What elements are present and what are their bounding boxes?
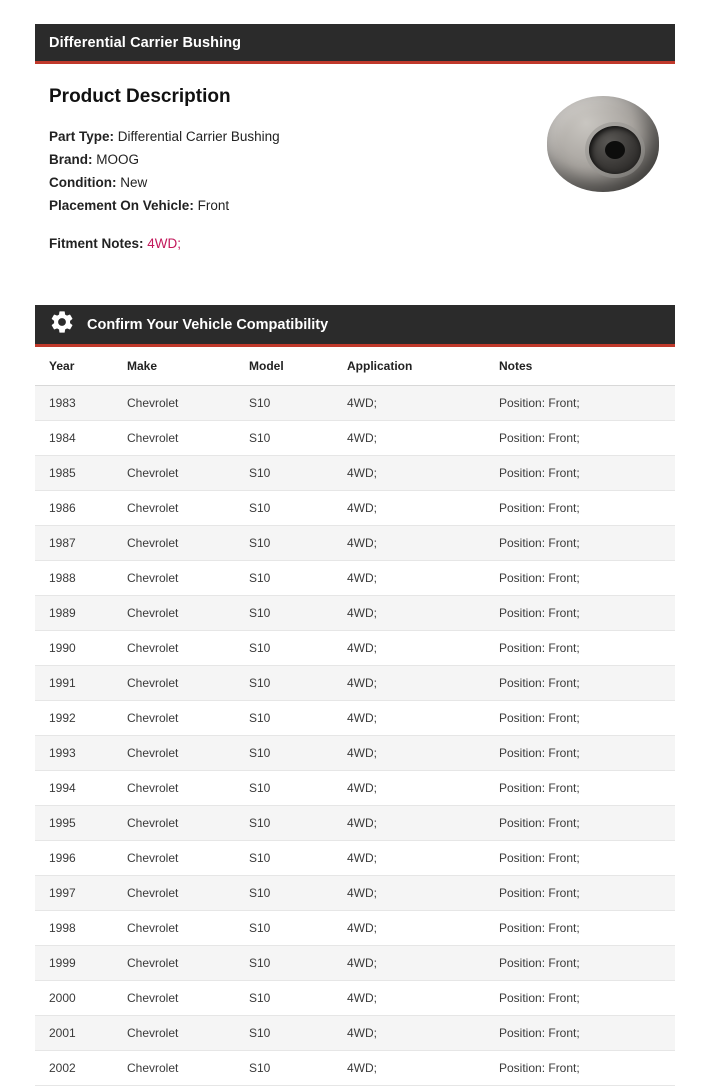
- cell-notes: Position: Front;: [485, 981, 675, 1016]
- compatibility-title: Confirm Your Vehicle Compatibility: [87, 316, 329, 333]
- cell-notes: Position: Front;: [485, 841, 675, 876]
- spec-label-condition: Condition:: [49, 175, 117, 190]
- cell-application: 4WD;: [333, 561, 485, 596]
- table-row: [35, 806, 675, 841]
- cell-year: 2002: [35, 1051, 113, 1086]
- cell-application: 4WD;: [333, 631, 485, 666]
- fitment-notes-row: [49, 236, 675, 251]
- cell-model: S10: [235, 421, 333, 456]
- cell-make: Chevrolet: [113, 841, 235, 876]
- column-header-make: Make: [113, 347, 235, 386]
- cell-model: S10: [235, 666, 333, 701]
- cell-make: Chevrolet: [113, 561, 235, 596]
- cell-application: 4WD;: [333, 596, 485, 631]
- cell-application: 4WD;: [333, 946, 485, 981]
- compatibility-table: [35, 347, 675, 1086]
- cell-model: S10: [235, 841, 333, 876]
- cell-notes: Position: Front;: [485, 701, 675, 736]
- cell-notes: Position: Front;: [485, 596, 675, 631]
- cell-make: Chevrolet: [113, 911, 235, 946]
- cell-make: Chevrolet: [113, 666, 235, 701]
- cell-make: Chevrolet: [113, 596, 235, 631]
- cell-model: S10: [235, 876, 333, 911]
- cell-make: Chevrolet: [113, 946, 235, 981]
- cell-make: Chevrolet: [113, 456, 235, 491]
- cell-make: Chevrolet: [113, 806, 235, 841]
- cell-year: 1994: [35, 771, 113, 806]
- cell-application: 4WD;: [333, 736, 485, 771]
- cell-notes: Position: Front;: [485, 806, 675, 841]
- cell-year: 1997: [35, 876, 113, 911]
- cell-model: S10: [235, 981, 333, 1016]
- cell-year: 1999: [35, 946, 113, 981]
- table-header: [35, 347, 675, 386]
- cell-application: 4WD;: [333, 911, 485, 946]
- cell-application: 4WD;: [333, 981, 485, 1016]
- cell-make: Chevrolet: [113, 771, 235, 806]
- cell-application: 4WD;: [333, 806, 485, 841]
- spec-label-placement: Placement On Vehicle:: [49, 198, 194, 213]
- compatibility-header: [35, 305, 675, 347]
- spec-value-condition: New: [120, 175, 148, 190]
- table-row: [35, 1016, 675, 1051]
- cell-notes: Position: Front;: [485, 736, 675, 771]
- product-title-bar: [35, 24, 675, 64]
- column-header-year: Year: [35, 347, 113, 386]
- cell-application: 4WD;: [333, 526, 485, 561]
- spec-value-brand: MOOG: [96, 152, 140, 167]
- product-image: [539, 86, 669, 206]
- table-row: [35, 666, 675, 701]
- spec-label-brand: Brand:: [49, 152, 93, 167]
- cell-model: S10: [235, 911, 333, 946]
- cell-make: Chevrolet: [113, 1016, 235, 1051]
- cell-notes: Position: Front;: [485, 666, 675, 701]
- spec-value-placement: Front: [197, 198, 230, 213]
- bushing-bore: [605, 141, 625, 159]
- table-row: [35, 946, 675, 981]
- cell-notes: Position: Front;: [485, 1051, 675, 1086]
- table-row: [35, 1051, 675, 1086]
- cell-model: S10: [235, 806, 333, 841]
- cell-model: S10: [235, 456, 333, 491]
- cell-model: S10: [235, 736, 333, 771]
- cell-notes: Position: Front;: [485, 491, 675, 526]
- fitment-notes-value: 4WD;: [147, 236, 182, 251]
- cell-application: 4WD;: [333, 876, 485, 911]
- cell-notes: Position: Front;: [485, 421, 675, 456]
- table-row: [35, 386, 675, 421]
- cell-application: 4WD;: [333, 456, 485, 491]
- cell-make: Chevrolet: [113, 491, 235, 526]
- table-row: [35, 981, 675, 1016]
- table-row: [35, 701, 675, 736]
- cell-make: Chevrolet: [113, 526, 235, 561]
- cell-year: 1983: [35, 386, 113, 421]
- cell-make: Chevrolet: [113, 736, 235, 771]
- cell-notes: Position: Front;: [485, 456, 675, 491]
- cell-make: Chevrolet: [113, 386, 235, 421]
- table-row: [35, 596, 675, 631]
- cell-year: 1990: [35, 631, 113, 666]
- cell-application: 4WD;: [333, 701, 485, 736]
- cell-year: 2000: [35, 981, 113, 1016]
- cell-year: 1984: [35, 421, 113, 456]
- cell-application: 4WD;: [333, 1016, 485, 1051]
- cell-notes: Position: Front;: [485, 946, 675, 981]
- cell-year: 1986: [35, 491, 113, 526]
- table-row: [35, 771, 675, 806]
- cell-model: S10: [235, 1016, 333, 1051]
- cell-application: 4WD;: [333, 1051, 485, 1086]
- cell-notes: Position: Front;: [485, 526, 675, 561]
- gear-icon: [49, 309, 75, 340]
- cell-notes: Position: Front;: [485, 771, 675, 806]
- cell-year: 1992: [35, 701, 113, 736]
- cell-model: S10: [235, 596, 333, 631]
- cell-model: S10: [235, 946, 333, 981]
- cell-year: 1993: [35, 736, 113, 771]
- cell-year: 1988: [35, 561, 113, 596]
- table-row: [35, 911, 675, 946]
- cell-year: 1989: [35, 596, 113, 631]
- product-description-section: [35, 64, 675, 269]
- table-row: [35, 456, 675, 491]
- cell-notes: Position: Front;: [485, 1016, 675, 1051]
- column-header-notes: Notes: [485, 347, 675, 386]
- table-row: [35, 876, 675, 911]
- table-row: [35, 736, 675, 771]
- cell-model: S10: [235, 386, 333, 421]
- cell-notes: Position: Front;: [485, 561, 675, 596]
- cell-year: 1985: [35, 456, 113, 491]
- table-row: [35, 631, 675, 666]
- page-title: Differential Carrier Bushing: [49, 34, 242, 51]
- cell-application: 4WD;: [333, 666, 485, 701]
- table-row: [35, 526, 675, 561]
- cell-make: Chevrolet: [113, 421, 235, 456]
- cell-year: 1996: [35, 841, 113, 876]
- cell-model: S10: [235, 1051, 333, 1086]
- cell-application: 4WD;: [333, 771, 485, 806]
- cell-application: 4WD;: [333, 386, 485, 421]
- cell-notes: Position: Front;: [485, 386, 675, 421]
- cell-make: Chevrolet: [113, 876, 235, 911]
- product-description-heading: Product Description: [49, 86, 231, 107]
- cell-model: S10: [235, 491, 333, 526]
- table-body: [35, 386, 675, 1086]
- cell-notes: Position: Front;: [485, 631, 675, 666]
- cell-year: 2001: [35, 1016, 113, 1051]
- cell-application: 4WD;: [333, 491, 485, 526]
- cell-make: Chevrolet: [113, 631, 235, 666]
- cell-year: 1995: [35, 806, 113, 841]
- compatibility-section: [35, 305, 675, 1086]
- cell-year: 1998: [35, 911, 113, 946]
- cell-make: Chevrolet: [113, 1051, 235, 1086]
- table-row: [35, 491, 675, 526]
- table-row: [35, 841, 675, 876]
- cell-model: S10: [235, 526, 333, 561]
- cell-make: Chevrolet: [113, 981, 235, 1016]
- cell-year: 1987: [35, 526, 113, 561]
- cell-year: 1991: [35, 666, 113, 701]
- cell-model: S10: [235, 771, 333, 806]
- table-row: [35, 421, 675, 456]
- cell-model: S10: [235, 561, 333, 596]
- table-header-row: [35, 347, 675, 386]
- spec-label-part-type: Part Type:: [49, 129, 115, 144]
- cell-model: S10: [235, 631, 333, 666]
- column-header-application: Application: [333, 347, 485, 386]
- cell-make: Chevrolet: [113, 701, 235, 736]
- fitment-notes-label: Fitment Notes:: [49, 236, 144, 251]
- spec-value-part-type: Differential Carrier Bushing: [117, 129, 280, 144]
- cell-application: 4WD;: [333, 841, 485, 876]
- table-row: [35, 561, 675, 596]
- column-header-model: Model: [235, 347, 333, 386]
- cell-notes: Position: Front;: [485, 876, 675, 911]
- cell-application: 4WD;: [333, 421, 485, 456]
- cell-model: S10: [235, 701, 333, 736]
- cell-notes: Position: Front;: [485, 911, 675, 946]
